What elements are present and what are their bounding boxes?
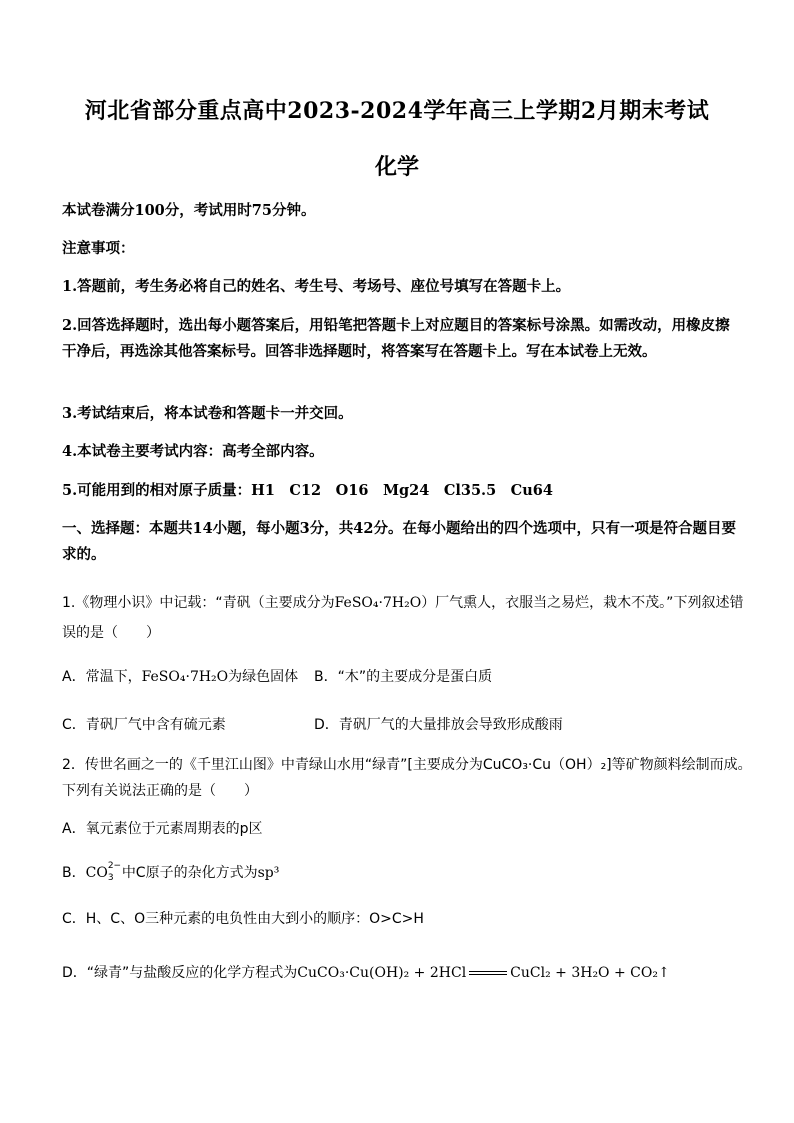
q2-option-d [62,962,670,984]
q1-option-c: C．青矾厂气中含有硫元素 [62,717,226,733]
section-heading: 一、选择题：本题共14小题，每小题3分，共42分。在每小题给出的四个选项中，只有一项是符合题目要求的。 [62,520,736,563]
notice-item-3: 3.考试结束后，将本试卷和答题卡一并交回。 [62,405,353,422]
q1-option-a [62,666,298,688]
q1-a-suffix: 为绿色固体 [228,669,299,685]
equation-sign [469,971,507,975]
q2-b-hybrid: sp³ [257,865,280,881]
q1-a-prefix: A．常温下， [62,669,142,685]
q1-option-b: B．“木”的主要成分是蛋白质 [314,669,493,685]
q2-b-charge-sup: 2− [107,861,122,871]
q2-b-charge-sub: 3 [107,873,114,883]
q2-b-suffix: 中C原子的杂化方式为 [121,865,258,881]
q1-a-formula: FeSO₄·7H₂O [141,669,229,685]
notice-item-5: 5.可能用到的相对原子质量：H1 C12 O16 Mg24 Cl35.5 Cu64 [62,482,553,499]
q2-b-ion: CO [85,865,108,881]
notice-item-4: 4.本试卷主要考试内容：高考全部内容。 [62,443,324,460]
q1-formula: FeSO₄·7H₂O [334,595,422,611]
q2-b-prefix: B． [62,865,86,881]
notice-title: 注意事项： [62,240,135,257]
q2-d-lhs: CuCO₃·Cu(OH)₂ + 2HCl [297,965,467,981]
q2-d-rhs: CuCl₂ + 3H₂O + CO₂↑ [510,965,670,981]
q2-option-b [62,862,279,884]
q2-option-a: A．氧元素位于元素周期表的p区 [62,821,263,837]
q2-d-prefix: D．“绿青”与盐酸反应的化学方程式为 [62,965,298,981]
q2-option-c: C．H、C、O三种元素的电负性由大到小的顺序：O>C>H [62,911,424,927]
exam-title: 河北省部分重点高中2023-2024学年高三上学期2月期末考试 [84,98,710,124]
notice-item-2: 2.回答选择题时，选出每小题答案后，用铅笔把答题卡上对应题目的答案标号涂黑。如需改动，用橡皮擦干净后，再选涂其他答案标号。回答非选择题时，将答案写在答题卡上。写在本试卷上无效。 [62,317,730,360]
q2-stem: 2．传世名画之一的《千里江山图》中青绿山水用“绿青”[主要成分为CuCO₃·Cu（OH）₂]等矿物颜料绘制而成。下列有关说法正确的是（ ） [62,757,752,799]
q1-stem-b: ）厂气熏人，衣服当之易烂，栽木不茂。”下列叙述错误的是（ ） [62,595,744,641]
q1-stem-a: 1.《物理小识》中记载：“青矾（主要成分为 [62,595,335,611]
score-time-line: 本试卷满分100分，考试用时75分钟。 [62,202,316,219]
q2-b-charge [108,862,122,884]
notice-item-1: 1.答题前，考生务必将自己的姓名、考生号、考场号、座位号填写在答题卡上。 [62,278,571,295]
q1-option-d: D．青矾厂气的大量排放会导致形成酸雨 [314,717,563,733]
q1-stem [62,588,752,648]
subject-title: 化学 [374,154,419,180]
